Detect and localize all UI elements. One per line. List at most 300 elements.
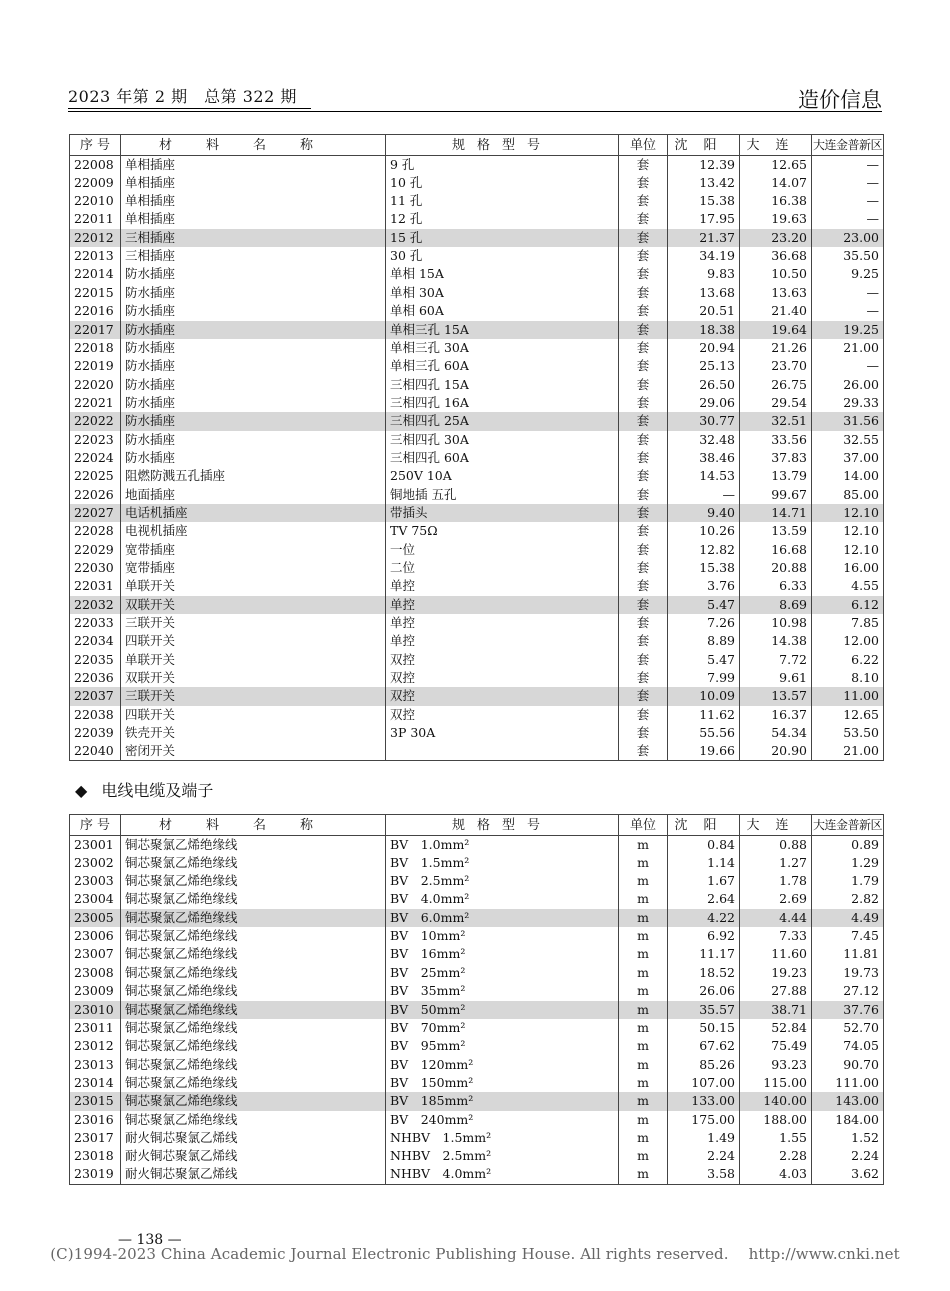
cell-price-shenyang: 12.39	[668, 156, 740, 174]
cell-price-shenyang: 8.89	[668, 632, 740, 650]
cell-price-shenyang: 107.00	[668, 1074, 740, 1092]
cell-price-jinpu: 9.25	[812, 266, 884, 284]
cell-spec: 带插头	[386, 504, 619, 522]
cell-name: 防水插座	[121, 302, 386, 320]
cell-price-shenyang: 12.82	[668, 541, 740, 559]
cell-id: 22013	[70, 247, 121, 265]
cell-unit: 套	[619, 174, 668, 192]
col-header-unit: 单位	[619, 135, 668, 156]
cell-price-jinpu: 4.49	[812, 909, 884, 927]
cell-price-jinpu: 21.00	[812, 339, 884, 357]
cell-name: 防水插座	[121, 431, 386, 449]
cell-name: 三联开关	[121, 687, 386, 705]
cell-price-shenyang: 3.58	[668, 1166, 740, 1184]
cell-price-dalian: 0.88	[740, 836, 812, 854]
table-row	[70, 522, 884, 540]
cell-price-jinpu: 111.00	[812, 1074, 884, 1092]
cell-unit: 套	[619, 632, 668, 650]
cell-id: 22025	[70, 467, 121, 485]
cell-unit: 套	[619, 504, 668, 522]
cell-unit: 套	[619, 357, 668, 375]
cell-name: 单联开关	[121, 577, 386, 595]
cell-id: 23016	[70, 1111, 121, 1129]
table-row	[70, 743, 884, 761]
cell-price-shenyang: 19.66	[668, 743, 740, 761]
cell-price-jinpu: 143.00	[812, 1092, 884, 1110]
cell-id: 22038	[70, 706, 121, 724]
cell-id: 22021	[70, 394, 121, 412]
cell-id: 22014	[70, 266, 121, 284]
cell-spec: 一位	[386, 541, 619, 559]
cell-id: 23019	[70, 1166, 121, 1184]
cell-spec: NHBV 2.5mm²	[386, 1147, 619, 1165]
cell-price-jinpu: 12.00	[812, 632, 884, 650]
cell-price-jinpu: —	[812, 302, 884, 320]
cell-price-shenyang: 5.47	[668, 596, 740, 614]
cell-price-dalian: 13.79	[740, 467, 812, 485]
cell-name: 四联开关	[121, 632, 386, 650]
cell-price-jinpu: 29.33	[812, 394, 884, 412]
cell-price-jinpu: 7.85	[812, 614, 884, 632]
cell-spec: 单相 60A	[386, 302, 619, 320]
cell-unit: 套	[619, 743, 668, 761]
cell-unit: m	[619, 1147, 668, 1165]
cell-name: 耐火铜芯聚氯乙烯线	[121, 1166, 386, 1184]
cell-spec: BV 25mm²	[386, 964, 619, 982]
table-row	[70, 596, 884, 614]
cell-id: 22009	[70, 174, 121, 192]
cell-price-shenyang: 11.62	[668, 706, 740, 724]
table-row	[70, 687, 884, 705]
cell-price-dalian: 16.37	[740, 706, 812, 724]
cell-unit: m	[619, 927, 668, 945]
table-row	[70, 211, 884, 229]
table-row	[70, 376, 884, 394]
cell-price-jinpu: 37.00	[812, 449, 884, 467]
cell-price-jinpu: 6.12	[812, 596, 884, 614]
cell-price-dalian: 7.33	[740, 927, 812, 945]
cell-price-dalian: 13.57	[740, 687, 812, 705]
cell-price-jinpu: 12.10	[812, 522, 884, 540]
cell-name: 宽带插座	[121, 559, 386, 577]
cell-price-dalian: 14.07	[740, 174, 812, 192]
cell-unit: 套	[619, 192, 668, 210]
cell-price-dalian: 99.67	[740, 486, 812, 504]
cell-price-jinpu: —	[812, 211, 884, 229]
cell-id: 23015	[70, 1092, 121, 1110]
cell-spec: 二位	[386, 559, 619, 577]
cell-unit: 套	[619, 706, 668, 724]
cell-price-jinpu: 11.81	[812, 946, 884, 964]
cell-name: 四联开关	[121, 706, 386, 724]
cell-spec: 3P 30A	[386, 724, 619, 742]
cell-price-shenyang: 3.76	[668, 577, 740, 595]
cell-price-shenyang: 2.24	[668, 1147, 740, 1165]
cell-unit: 套	[619, 266, 668, 284]
cell-unit: 套	[619, 724, 668, 742]
cell-price-dalian: 10.50	[740, 266, 812, 284]
cell-spec: BV 2.5mm²	[386, 872, 619, 890]
cell-price-jinpu: 16.00	[812, 559, 884, 577]
cell-unit: 套	[619, 339, 668, 357]
cell-unit: 套	[619, 651, 668, 669]
page-number: — 138 —	[118, 1232, 182, 1248]
cell-spec: 单控	[386, 577, 619, 595]
cell-name: 地面插座	[121, 486, 386, 504]
cell-price-shenyang: 13.42	[668, 174, 740, 192]
cell-unit: 套	[619, 321, 668, 339]
cell-price-jinpu: 90.70	[812, 1056, 884, 1074]
cell-price-shenyang: 26.50	[668, 376, 740, 394]
cell-id: 22035	[70, 651, 121, 669]
cell-spec: 单相三孔 30A	[386, 339, 619, 357]
cell-unit: 套	[619, 431, 668, 449]
cell-spec: 30 孔	[386, 247, 619, 265]
cell-price-shenyang: 26.06	[668, 982, 740, 1000]
cell-price-shenyang: 85.26	[668, 1056, 740, 1074]
cell-price-shenyang: 5.47	[668, 651, 740, 669]
table-row	[70, 339, 884, 357]
cell-price-jinpu: 37.76	[812, 1001, 884, 1019]
col-header-name: 材料名称	[121, 135, 386, 156]
cell-price-shenyang: 30.77	[668, 412, 740, 430]
cell-id: 22010	[70, 192, 121, 210]
cell-price-dalian: 93.23	[740, 1056, 812, 1074]
cell-spec: BV 120mm²	[386, 1056, 619, 1074]
cell-spec: 单控	[386, 632, 619, 650]
cell-id: 22019	[70, 357, 121, 375]
cell-price-dalian: 32.51	[740, 412, 812, 430]
cell-price-jinpu: —	[812, 174, 884, 192]
cell-price-jinpu: —	[812, 192, 884, 210]
cell-price-shenyang: 9.40	[668, 504, 740, 522]
cell-spec: BV 10mm²	[386, 927, 619, 945]
cell-spec: BV 50mm²	[386, 1001, 619, 1019]
cell-unit: m	[619, 964, 668, 982]
cell-price-jinpu: 2.24	[812, 1147, 884, 1165]
cell-price-jinpu: 85.00	[812, 486, 884, 504]
cell-price-dalian: 1.78	[740, 872, 812, 890]
cell-name: 铜芯聚氯乙烯绝缘线	[121, 909, 386, 927]
cell-price-dalian: 75.49	[740, 1037, 812, 1055]
cell-spec: 单控	[386, 614, 619, 632]
cell-price-shenyang: 15.38	[668, 559, 740, 577]
cell-spec: 三相四孔 16A	[386, 394, 619, 412]
cell-name: 铜芯聚氯乙烯绝缘线	[121, 964, 386, 982]
cell-price-shenyang: 32.48	[668, 431, 740, 449]
cell-price-shenyang: 1.67	[668, 872, 740, 890]
cell-price-shenyang: 29.06	[668, 394, 740, 412]
cell-name: 铜芯聚氯乙烯绝缘线	[121, 946, 386, 964]
cell-name: 铜芯聚氯乙烯绝缘线	[121, 1001, 386, 1019]
cell-id: 22023	[70, 431, 121, 449]
cell-id: 23004	[70, 891, 121, 909]
cell-price-shenyang: 7.26	[668, 614, 740, 632]
cell-unit: 套	[619, 687, 668, 705]
cell-price-dalian: 2.28	[740, 1147, 812, 1165]
cell-unit: 套	[619, 486, 668, 504]
cell-id: 22017	[70, 321, 121, 339]
col-header-id: 序 号	[70, 815, 121, 836]
cell-price-shenyang: 55.56	[668, 724, 740, 742]
cell-spec: 9 孔	[386, 156, 619, 174]
cell-unit: m	[619, 1129, 668, 1147]
cell-price-shenyang: 20.51	[668, 302, 740, 320]
cell-spec: 单相三孔 15A	[386, 321, 619, 339]
cell-price-dalian: 115.00	[740, 1074, 812, 1092]
cell-id: 22040	[70, 743, 121, 761]
cell-price-dalian: 4.03	[740, 1166, 812, 1184]
cell-unit: 套	[619, 229, 668, 247]
table-row	[70, 504, 884, 522]
cell-id: 23001	[70, 836, 121, 854]
cell-name: 铜芯聚氯乙烯绝缘线	[121, 872, 386, 890]
cell-id: 22022	[70, 412, 121, 430]
cell-spec: 三相四孔 25A	[386, 412, 619, 430]
table-row	[70, 836, 884, 854]
cell-price-dalian: 36.68	[740, 247, 812, 265]
cell-price-shenyang: 50.15	[668, 1019, 740, 1037]
cell-price-jinpu: 23.00	[812, 229, 884, 247]
cell-spec: BV 6.0mm²	[386, 909, 619, 927]
table-row	[70, 431, 884, 449]
table-row	[70, 1074, 884, 1092]
cell-price-jinpu: 14.00	[812, 467, 884, 485]
section-heading	[75, 778, 213, 801]
cell-unit: 套	[619, 596, 668, 614]
table-row	[70, 964, 884, 982]
cell-unit: m	[619, 909, 668, 927]
cell-name: 防水插座	[121, 321, 386, 339]
cell-spec: 双控	[386, 706, 619, 724]
cell-spec: BV 16mm²	[386, 946, 619, 964]
cell-price-shenyang: 4.22	[668, 909, 740, 927]
cell-id: 23012	[70, 1037, 121, 1055]
cell-price-shenyang: 13.68	[668, 284, 740, 302]
cell-price-dalian: 8.69	[740, 596, 812, 614]
cell-name: 单相插座	[121, 211, 386, 229]
cell-price-shenyang: 0.84	[668, 836, 740, 854]
table-row	[70, 394, 884, 412]
cell-spec: BV 1.5mm²	[386, 854, 619, 872]
cell-spec: BV 185mm²	[386, 1092, 619, 1110]
cell-price-jinpu: 32.55	[812, 431, 884, 449]
cell-id: 22033	[70, 614, 121, 632]
cell-unit: 套	[619, 247, 668, 265]
cell-unit: 套	[619, 669, 668, 687]
cell-price-shenyang: 2.64	[668, 891, 740, 909]
cell-spec: NHBV 4.0mm²	[386, 1166, 619, 1184]
cell-unit: 套	[619, 522, 668, 540]
cell-id: 22036	[70, 669, 121, 687]
cell-spec: BV 95mm²	[386, 1037, 619, 1055]
cell-spec: TV 75Ω	[386, 522, 619, 540]
cell-spec: BV 70mm²	[386, 1019, 619, 1037]
table-header-row	[70, 815, 884, 836]
cell-unit: m	[619, 1037, 668, 1055]
table-row	[70, 229, 884, 247]
cell-price-jinpu: 2.82	[812, 891, 884, 909]
cell-price-dalian: 4.44	[740, 909, 812, 927]
cell-price-jinpu: 27.12	[812, 982, 884, 1000]
cell-unit: 套	[619, 394, 668, 412]
cell-id: 23013	[70, 1056, 121, 1074]
cell-name: 防水插座	[121, 284, 386, 302]
cell-price-jinpu: 1.52	[812, 1129, 884, 1147]
cell-price-dalian: 12.65	[740, 156, 812, 174]
cell-spec: 双控	[386, 651, 619, 669]
cell-price-dalian: 14.38	[740, 632, 812, 650]
cell-name: 铜芯聚氯乙烯绝缘线	[121, 927, 386, 945]
table-row	[70, 357, 884, 375]
cell-spec: 三相四孔 15A	[386, 376, 619, 394]
table-row	[70, 891, 884, 909]
cell-spec: 12 孔	[386, 211, 619, 229]
table-row	[70, 1111, 884, 1129]
cell-price-dalian: 20.88	[740, 559, 812, 577]
section-title: 电线电缆及端子	[101, 781, 214, 800]
table-row	[70, 449, 884, 467]
cell-id: 23011	[70, 1019, 121, 1037]
cell-unit: m	[619, 1001, 668, 1019]
cell-id: 22026	[70, 486, 121, 504]
cell-price-jinpu: 1.79	[812, 872, 884, 890]
cell-price-dalian: 1.27	[740, 854, 812, 872]
cell-name: 双联开关	[121, 669, 386, 687]
cell-name: 电视机插座	[121, 522, 386, 540]
cell-price-jinpu: 26.00	[812, 376, 884, 394]
cell-name: 宽带插座	[121, 541, 386, 559]
table-row	[70, 577, 884, 595]
cell-spec: BV 35mm²	[386, 982, 619, 1000]
cell-unit: 套	[619, 559, 668, 577]
cell-price-jinpu: 52.70	[812, 1019, 884, 1037]
cell-id: 23003	[70, 872, 121, 890]
cell-price-jinpu: 19.25	[812, 321, 884, 339]
cell-price-shenyang: 10.09	[668, 687, 740, 705]
cell-price-dalian: 9.61	[740, 669, 812, 687]
cell-price-jinpu: 12.10	[812, 504, 884, 522]
cell-id: 22020	[70, 376, 121, 394]
cell-spec: BV 150mm²	[386, 1074, 619, 1092]
cell-price-dalian: 11.60	[740, 946, 812, 964]
cell-name: 防水插座	[121, 339, 386, 357]
cell-price-jinpu: 3.62	[812, 1166, 884, 1184]
col-header-jinpu: 大连金普新区	[812, 815, 884, 836]
cell-unit: 套	[619, 156, 668, 174]
table-row	[70, 614, 884, 632]
col-header-shenyang: 沈阳	[668, 815, 740, 836]
cell-unit: m	[619, 1111, 668, 1129]
cell-price-jinpu: 53.50	[812, 724, 884, 742]
cell-price-jinpu: 19.73	[812, 964, 884, 982]
cell-price-dalian: 140.00	[740, 1092, 812, 1110]
cell-id: 22032	[70, 596, 121, 614]
cell-price-dalian: 6.33	[740, 577, 812, 595]
cell-price-shenyang: 133.00	[668, 1092, 740, 1110]
cell-id: 22029	[70, 541, 121, 559]
cell-id: 23009	[70, 982, 121, 1000]
cell-unit: 套	[619, 302, 668, 320]
table-row	[70, 541, 884, 559]
table-row	[70, 1129, 884, 1147]
table-row	[70, 632, 884, 650]
table-row	[70, 872, 884, 890]
cell-unit: m	[619, 1074, 668, 1092]
cell-price-shenyang: 1.49	[668, 1129, 740, 1147]
cell-price-jinpu: —	[812, 284, 884, 302]
cell-unit: 套	[619, 577, 668, 595]
cell-unit: m	[619, 1092, 668, 1110]
cell-spec: 单相 15A	[386, 266, 619, 284]
cell-price-jinpu: 4.55	[812, 577, 884, 595]
copyright-footer: (C)1994-2023 China Academic Journal Electronic Publishing House. All rights reserved. http://www.cnki.net	[50, 1245, 900, 1263]
cell-unit: m	[619, 946, 668, 964]
cell-spec: 三相四孔 60A	[386, 449, 619, 467]
table-row	[70, 486, 884, 504]
cell-price-dalian: 27.88	[740, 982, 812, 1000]
cell-price-shenyang: 35.57	[668, 1001, 740, 1019]
cell-id: 22028	[70, 522, 121, 540]
cell-unit: 套	[619, 541, 668, 559]
col-header-jinpu: 大连金普新区	[812, 135, 884, 156]
header-rule	[68, 111, 882, 112]
col-header-id: 序 号	[70, 135, 121, 156]
cell-price-jinpu: 184.00	[812, 1111, 884, 1129]
cell-unit: m	[619, 1056, 668, 1074]
cell-price-shenyang: 14.53	[668, 467, 740, 485]
table-row	[70, 1166, 884, 1184]
table-row	[70, 247, 884, 265]
cell-price-dalian: 20.90	[740, 743, 812, 761]
cell-unit: 套	[619, 614, 668, 632]
cell-price-jinpu: 12.65	[812, 706, 884, 724]
cell-price-shenyang: 10.26	[668, 522, 740, 540]
cell-id: 22012	[70, 229, 121, 247]
table-row	[70, 1019, 884, 1037]
cell-name: 铜芯聚氯乙烯绝缘线	[121, 1111, 386, 1129]
cell-name: 耐火铜芯聚氯乙烯线	[121, 1147, 386, 1165]
cell-price-dalian: 29.54	[740, 394, 812, 412]
cell-name: 铜芯聚氯乙烯绝缘线	[121, 854, 386, 872]
cell-price-dalian: 13.63	[740, 284, 812, 302]
cell-unit: 套	[619, 376, 668, 394]
cell-id: 23014	[70, 1074, 121, 1092]
cell-unit: m	[619, 1166, 668, 1184]
cell-price-shenyang: 175.00	[668, 1111, 740, 1129]
cell-price-dalian: 19.63	[740, 211, 812, 229]
cell-spec: BV 240mm²	[386, 1111, 619, 1129]
cell-id: 23006	[70, 927, 121, 945]
cell-price-dalian: 23.20	[740, 229, 812, 247]
cell-price-jinpu: 31.56	[812, 412, 884, 430]
cell-price-jinpu: —	[812, 156, 884, 174]
cell-id: 22031	[70, 577, 121, 595]
cell-price-dalian: 23.70	[740, 357, 812, 375]
table-row	[70, 927, 884, 945]
cell-unit: 套	[619, 211, 668, 229]
table-row	[70, 909, 884, 927]
cell-spec: 250V 10A	[386, 467, 619, 485]
cell-spec: 三相四孔 30A	[386, 431, 619, 449]
cell-spec: NHBV 1.5mm²	[386, 1129, 619, 1147]
cell-unit: m	[619, 836, 668, 854]
cell-name: 防水插座	[121, 266, 386, 284]
cell-id: 23018	[70, 1147, 121, 1165]
cell-name: 铜芯聚氯乙烯绝缘线	[121, 1056, 386, 1074]
col-header-shenyang: 沈阳	[668, 135, 740, 156]
cell-name: 防水插座	[121, 357, 386, 375]
